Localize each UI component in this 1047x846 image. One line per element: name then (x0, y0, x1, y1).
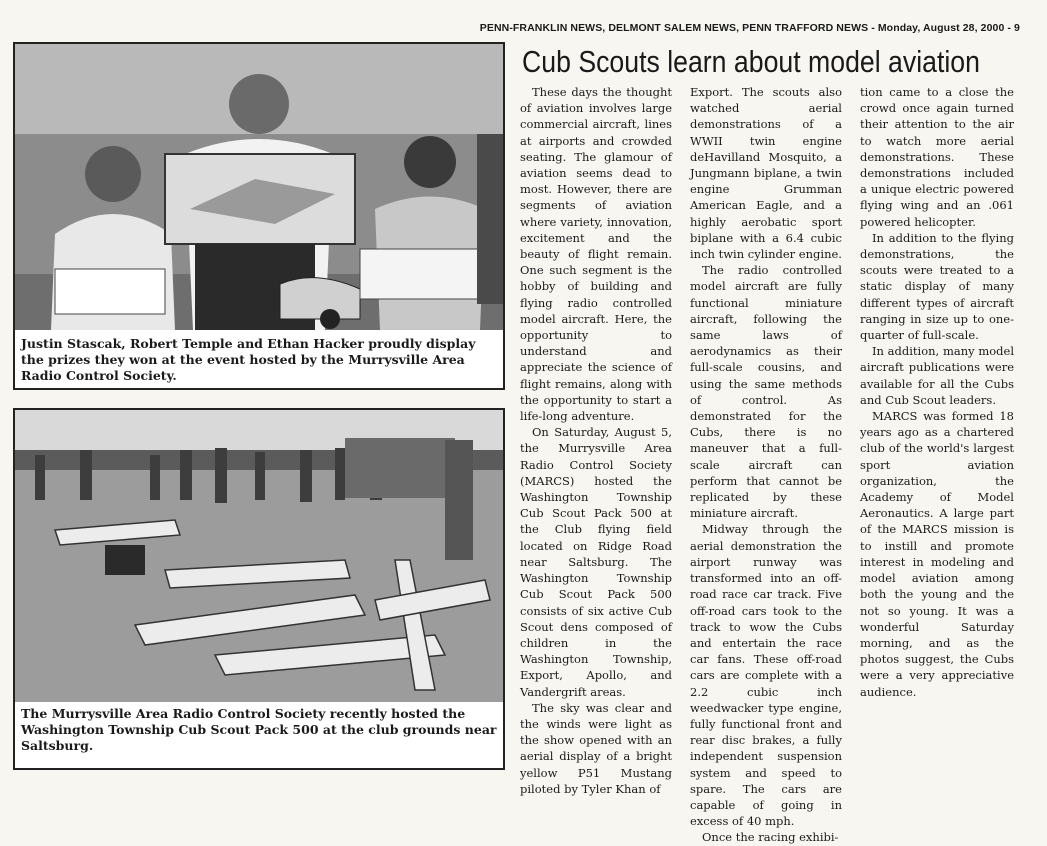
paragraph: In addition to the flying demonstrations, the scouts were treated to a static display of many different types of aircraft ranging in size up to one-quarter of full-scale. (860, 230, 1014, 343)
paragraph: MARCS was formed 18 years ago as a chartered club of the world's largest sport aviation organization, the Academy of Model Aeronautics. A large part of the MARCS mission is to instill and promote interest in modeling and model aviation among both the young and the not so young. It was a wonderful Saturday morning, and as the photos suggest, the Cubs were a very appreciative audience. (860, 409, 1014, 699)
masthead: PENN-FRANKLIN NEWS, DELMONT SALEM NEWS, PENN TRAFFORD NEWS - Monday, August 28, 2000 - 9 (479, 22, 1020, 34)
paragraph: Once the racing exhibi- (702, 830, 839, 845)
paragraph: In addition, many model aircraft publications were available for all the Cubs and Cub Scout leaders. (860, 344, 1014, 407)
photo-1-caption: Justin Stascak, Robert Temple and Ethan Hacker proudly display the prizes they won at the event hosted by the Murrysville Area Radio Control Society. (21, 336, 476, 383)
paragraph: The sky was clear and the winds were light as the show opened with an aerial display of a bright yellow P51 Mustang piloted by Tyler Khan of (520, 700, 672, 796)
headline: Cub Scouts learn about model aviation (522, 44, 980, 79)
paragraph: tion came to a close the crowd once again turned their attention to the air to watch more aerial demonstrations. These demonstrations included a unique electric powered flying wing and an .061 powered helicopter. (860, 85, 1014, 229)
paragraph: Midway through the aerial demonstration the airport runway was transformed into an off-road race car track. Five off-road cars took to the track to wow the Cubs and entertain the race car fans. These off-road cars are complete with a 2.2 cubic inch weedwacker type engine, fully functional front and rear disc brakes, a fully independent suspension system and speed to spare. The cars are capable of going in excess of 40 mph. (690, 522, 842, 829)
photo-1-box (13, 42, 505, 390)
paragraph: Export. The scouts also watched aerial demonstrations of a WWII twin engine deHavilland Mosquito, a Jungmann biplane, a twin engine Grumman American Eagle, and a highly aerobatic sport biplane with a 6.4 cubic inch twin cylinder engine. (690, 85, 842, 262)
article-column-3 (860, 84, 1014, 700)
article-column-1 (520, 84, 672, 797)
paragraph: These days the thought of aviation involves large commercial aircraft, lines at airports and crowded seating. The glamour of aviation seems dead to most. However, there are segments of aviation where variety, innovation, excitement and the beauty of flight remain. One such segment is the hobby of building and flying radio controlled model aircraft. Here, the opportunity to understand and appreciate the science of flight remains, along with the opportunity to start a life-long adventure. (520, 85, 672, 424)
article-column-2 (690, 84, 842, 846)
paragraph: The radio controlled model aircraft are fully functional miniature aircraft, following the same laws of aerodynamics as their full-scale cousins, and using the same methods of control. As demonstrated for the Cubs, there is no maneuver that a full-scale aircraft can perform that cannot be replicated by these miniature aircraft. (690, 263, 842, 521)
paragraph: On Saturday, August 5, the Murrysville Area Radio Control Society (MARCS) hosted the Washington Township Cub Scout Pack 500 at the Club flying field located on Ridge Road near Saltsburg. The Washington Township Cub Scout Pack 500 consists of six active Cub Scout dens composed of children in the Washington Township, Export, Apollo, and Vandergrift areas. (520, 425, 672, 699)
photo-2-image (15, 410, 503, 702)
photo-2-box (13, 408, 505, 770)
photo-1-image (15, 44, 503, 330)
photo-2-caption: The Murrysville Area Radio Control Society recently hosted the Washington Township Cub Scout Pack 500 at the club grounds near Saltsburg. (21, 706, 497, 753)
